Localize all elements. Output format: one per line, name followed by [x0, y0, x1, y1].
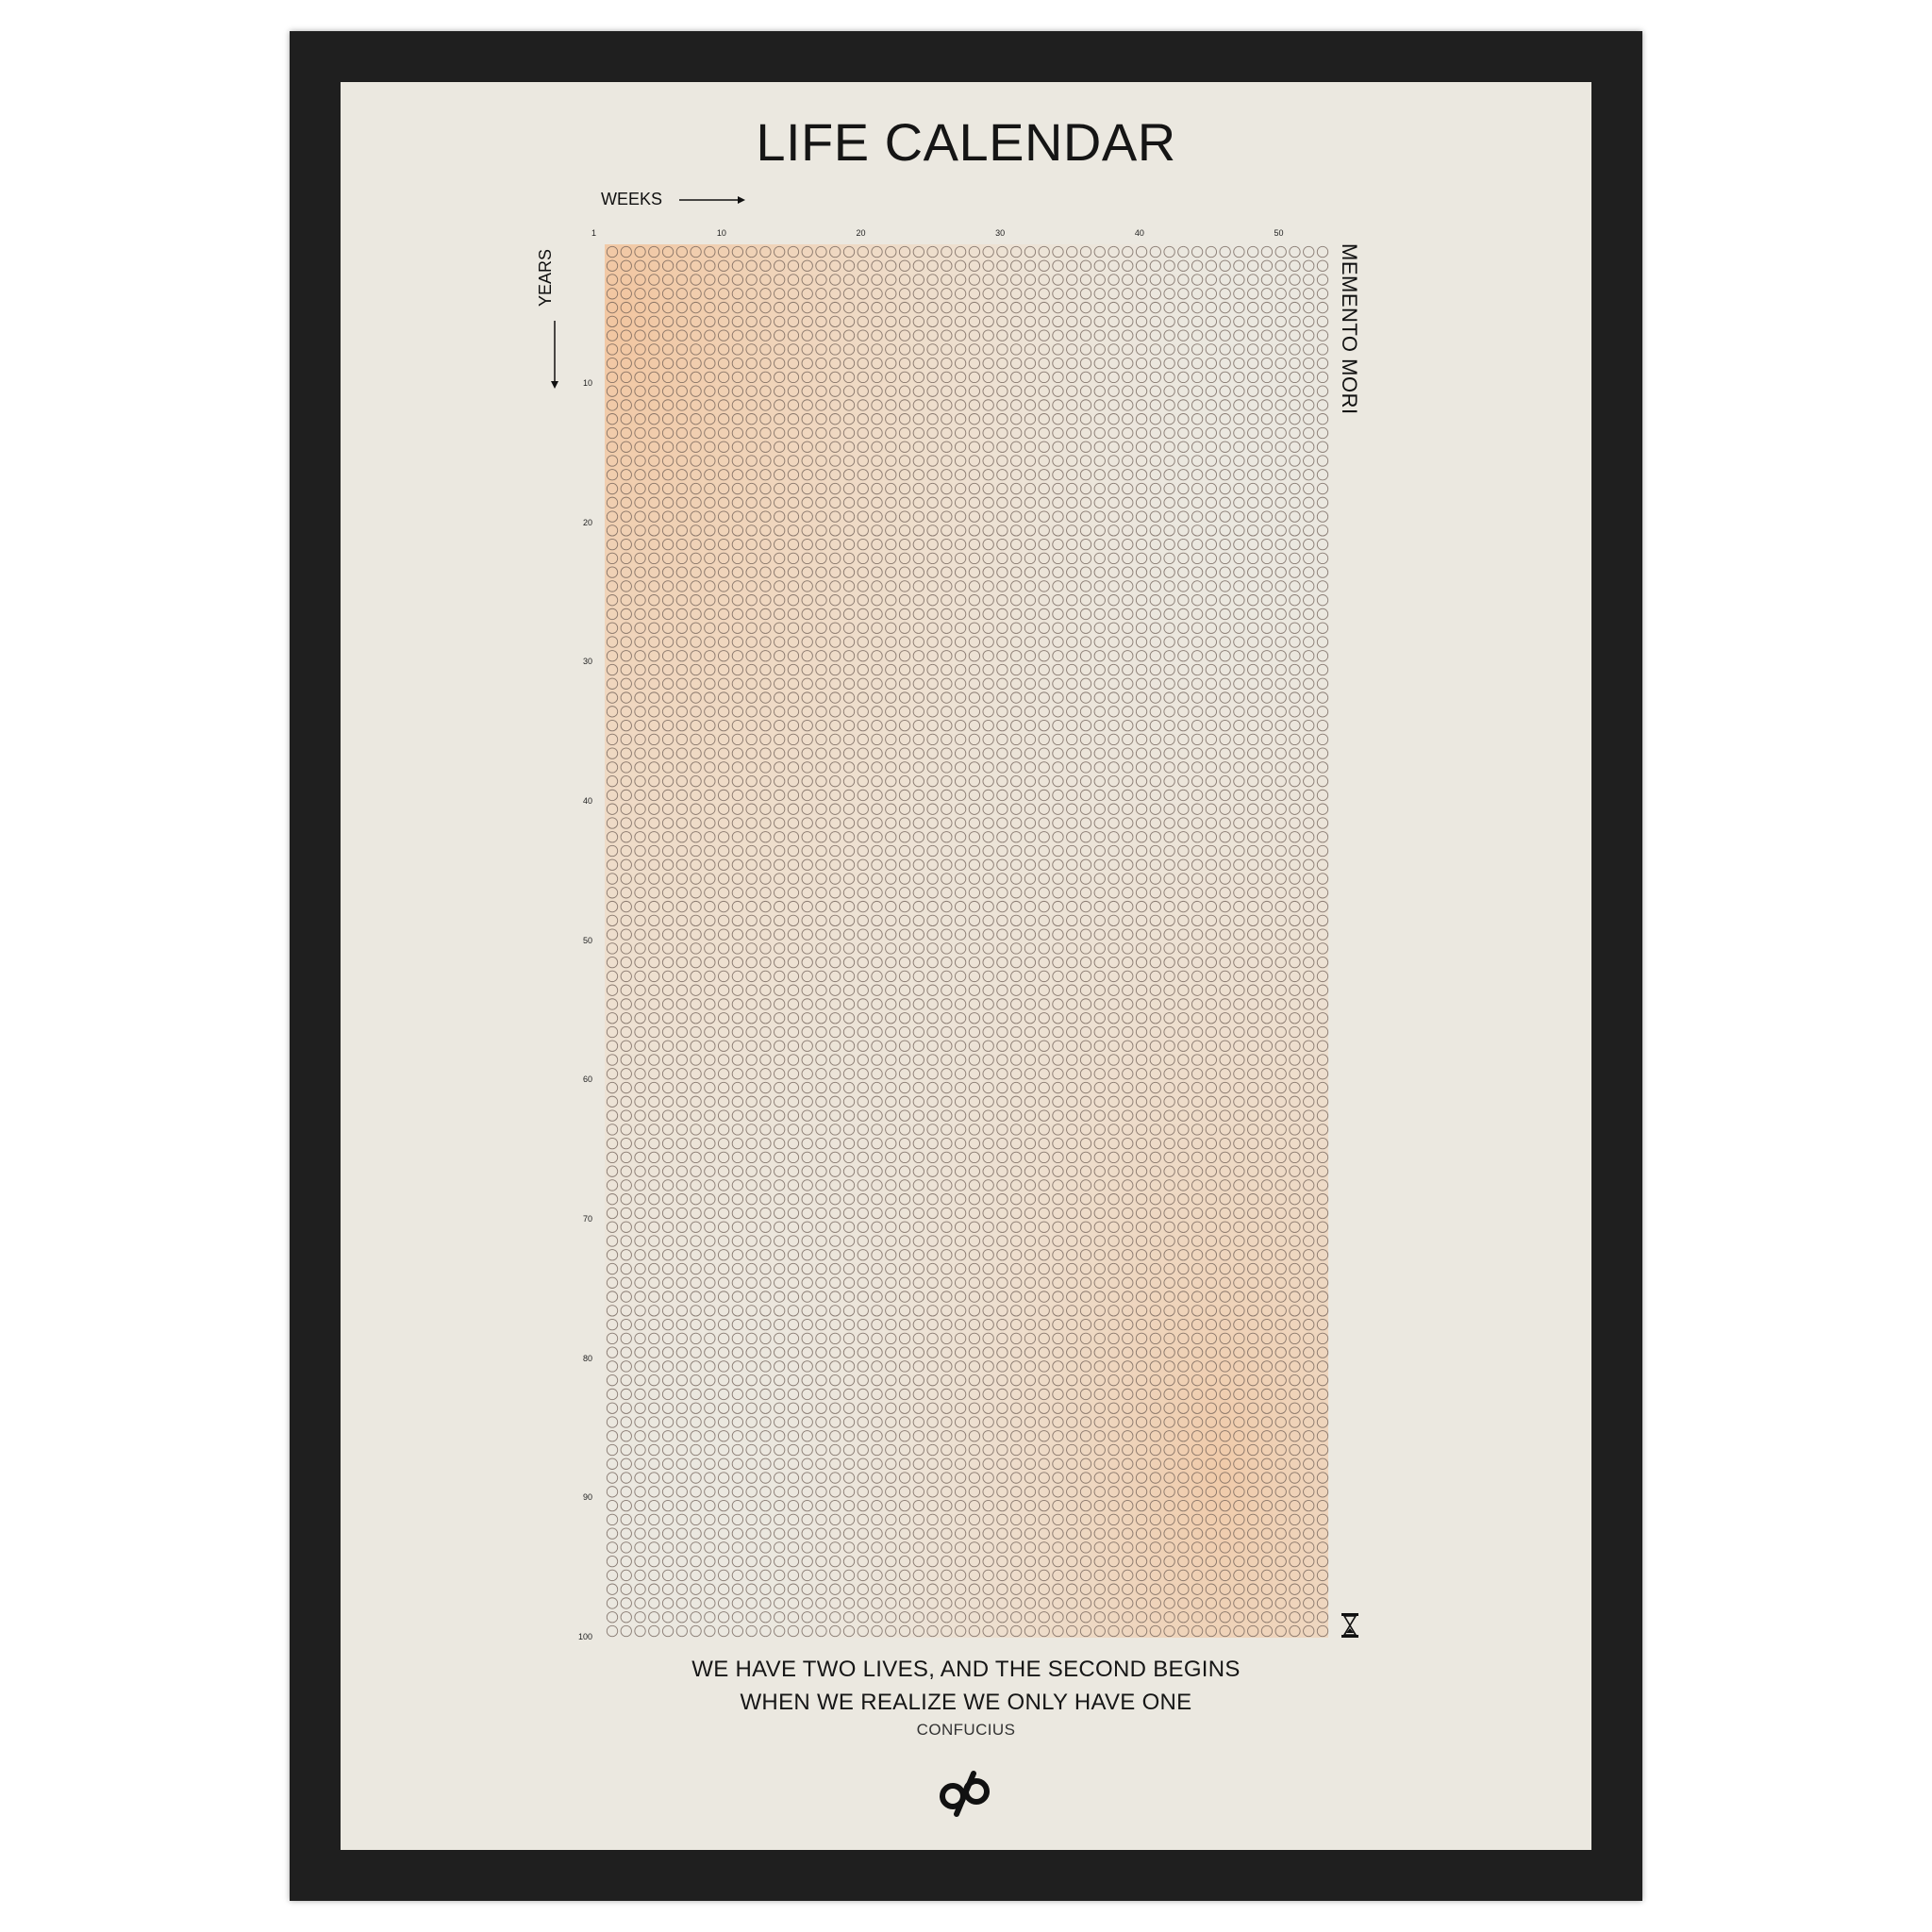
grid-tint-bottom-right	[605, 244, 1328, 1638]
